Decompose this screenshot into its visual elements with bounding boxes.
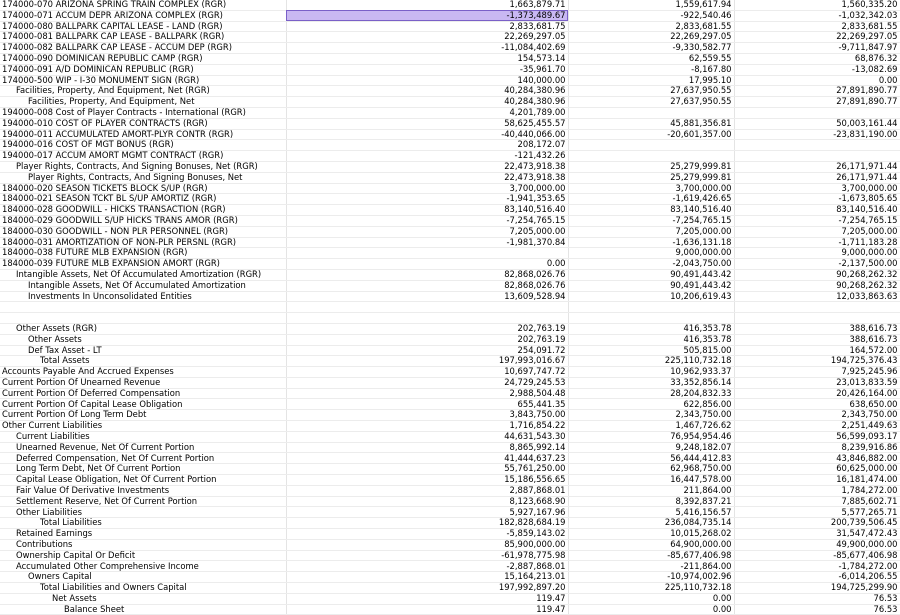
value-cell-col2[interactable]: 236,084,735.14 [568,518,734,529]
value-cell-col2[interactable] [568,151,734,162]
table-row [0,183,900,194]
row-label-cell[interactable]: 194000-008 Cost of Player Contracts - International (RGR) [0,107,286,118]
value-cell-col2[interactable]: 25,279,999.81 [568,161,734,172]
value-cell-col2[interactable]: 225,110,732.18 [568,356,734,367]
value-cell-col2[interactable]: 45,881,356.81 [568,118,734,129]
value-cell-col2[interactable]: -8,167.80 [568,64,734,75]
row-label-cell[interactable]: Player Rights, Contracts, And Signing Bonuses, Net (RGR) [0,161,286,172]
table-row [0,259,900,270]
table-row [0,593,900,604]
value-cell-col2[interactable]: 17,995.10 [568,75,734,86]
table-row [0,205,900,216]
value-cell-col1[interactable]: 182,828,684.19 [286,518,568,529]
row-label-cell[interactable]: Other Assets (RGR) [0,323,286,334]
value-cell-col1[interactable]: 1,716,854.22 [286,421,568,432]
value-cell-col1[interactable]: 197,993,016.67 [286,356,568,367]
value-cell-col3[interactable]: 388,616.73 [734,334,900,345]
value-cell-col3[interactable]: -13,082.69 [734,64,900,75]
value-cell-col2[interactable]: 7,205,000.00 [568,226,734,237]
row-label-cell[interactable]: Net Assets [0,593,286,604]
value-cell-col1[interactable]: 83,140,516.40 [286,205,568,216]
value-cell-col2[interactable]: 56,444,412.83 [568,453,734,464]
value-cell-col1[interactable]: 154,573.14 [286,53,568,64]
row-label-cell[interactable]: Def Tax Asset - LT [0,345,286,356]
value-cell-col2[interactable]: 83,140,516.40 [568,205,734,216]
value-cell-col3[interactable]: 27,891,890.77 [734,86,900,97]
value-cell-col3[interactable]: 20,426,164.00 [734,388,900,399]
value-cell-col3[interactable]: 27,891,890.77 [734,97,900,108]
value-cell-col2[interactable] [568,107,734,118]
row-label-cell[interactable]: 174000-070 ARIZONA SPRING TRAIN COMPLEX (RGR) [0,0,286,10]
table-row [0,161,900,172]
table-row [0,518,900,529]
value-cell-col3[interactable]: 90,268,262.32 [734,280,900,291]
value-cell-col1[interactable]: 140,000.00 [286,75,568,86]
value-cell-col3[interactable]: 7,925,245.96 [734,367,900,378]
table-row [0,475,900,486]
value-cell-col1[interactable]: 41,444,637.23 [286,453,568,464]
value-cell-col3[interactable]: -1,711,183.28 [734,237,900,248]
value-cell-col2[interactable]: -10,974,002.96 [568,572,734,583]
value-cell-col1[interactable]: 22,473,918.38 [286,172,568,183]
table-row [0,583,900,594]
table-row [0,32,900,43]
value-cell-col2[interactable]: 622,856.00 [568,399,734,410]
value-cell-col2[interactable]: -211,864.00 [568,561,734,572]
value-cell-col2[interactable]: 505,815.00 [568,345,734,356]
value-cell-col1[interactable]: 202,763.19 [286,323,568,334]
table-row [0,464,900,475]
value-cell-col1[interactable]: -121,432.26 [286,151,568,162]
value-cell-col3[interactable]: 23,013,833.59 [734,377,900,388]
value-cell-col3[interactable]: 12,033,863.63 [734,291,900,302]
value-cell-col3[interactable]: 49,900,000.00 [734,539,900,550]
row-label-cell[interactable]: Retained Earnings [0,529,286,540]
value-cell-col3[interactable]: 50,003,161.44 [734,118,900,129]
value-cell-col2[interactable]: 2,833,681.55 [568,21,734,32]
row-label-cell[interactable]: 174000-090 DOMINICAN REPUBLIC CAMP (RGR) [0,53,286,64]
value-cell-col1[interactable]: 8,123,668.90 [286,496,568,507]
row-label-cell[interactable]: Investments In Unconsolidated Entities [0,291,286,302]
row-label-cell[interactable]: Player Rights, Contracts, And Signing Bonuses, Net [0,172,286,183]
value-cell-col3[interactable]: 76.53 [734,593,900,604]
value-cell-col3[interactable]: -85,677,406.98 [734,550,900,561]
value-cell-col3[interactable]: 7,885,602.71 [734,496,900,507]
row-label-cell[interactable] [0,302,286,313]
row-label-cell[interactable]: 194000-011 ACCUMULATED AMORT-PLYR CONTR (RGR) [0,129,286,140]
value-cell-col2[interactable]: 10,015,268.02 [568,529,734,540]
value-cell-col3[interactable]: 2,833,681.55 [734,21,900,32]
value-cell-col1[interactable]: -35,961.70 [286,64,568,75]
value-cell-col2[interactable]: 90,491,443.42 [568,280,734,291]
table-row [0,269,900,280]
value-cell-col3[interactable]: 90,268,262.32 [734,269,900,280]
value-cell-col3[interactable] [734,302,900,313]
table-row [0,0,900,10]
row-label-cell[interactable]: Facilities, Property, And Equipment, Net (RGR) [0,86,286,97]
value-cell-col2[interactable]: 9,248,182.07 [568,442,734,453]
value-cell-col1[interactable]: 7,205,000.00 [286,226,568,237]
value-cell-col1[interactable]: 1,663,879.71 [286,0,568,10]
row-label-cell[interactable]: Owners Capital [0,572,286,583]
row-label-cell[interactable]: Other Liabilities [0,507,286,518]
row-label-cell[interactable]: 184000-029 GOODWILL S/UP HICKS TRANS AMOR (RGR) [0,215,286,226]
value-cell-col1[interactable]: 208,172.07 [286,140,568,151]
table-row [0,129,900,140]
value-cell-col1[interactable]: 2,833,681.75 [286,21,568,32]
row-label-cell[interactable]: Other Current Liabilities [0,421,286,432]
value-cell-col2[interactable]: 211,864.00 [568,485,734,496]
table-row [0,97,900,108]
row-label-cell[interactable]: Long Term Debt, Net Of Current Portion [0,464,286,475]
row-label-cell[interactable]: Settlement Reserve, Net Of Current Portion [0,496,286,507]
row-label-cell[interactable]: Deferred Compensation, Net Of Current Portion [0,453,286,464]
row-label-cell[interactable]: Intangible Assets, Net Of Accumulated Amortization (RGR) [0,269,286,280]
row-label-cell[interactable]: Current Portion Of Deferred Compensation [0,388,286,399]
row-label-cell[interactable]: 174000-500 WIP - I-30 MONUMENT SIGN (RGR) [0,75,286,86]
table-row [0,291,900,302]
value-cell-col3[interactable]: 194,725,299.90 [734,583,900,594]
value-cell-col2[interactable]: 25,279,999.81 [568,172,734,183]
table-row [0,53,900,64]
value-cell-col2[interactable]: -85,677,406.98 [568,550,734,561]
value-cell-col2[interactable]: 27,637,950.55 [568,97,734,108]
value-cell-col3[interactable]: -1,784,272.00 [734,561,900,572]
value-cell-col1[interactable]: 10,697,747.72 [286,367,568,378]
value-cell-col3[interactable]: -2,137,500.00 [734,259,900,270]
value-cell-col3[interactable] [734,151,900,162]
value-cell-col3[interactable]: 8,239,916.86 [734,442,900,453]
row-label-cell[interactable]: 184000-039 FUTURE MLB EXPANSION AMORT (RGR) [0,259,286,270]
value-cell-col1[interactable]: 8,865,992.14 [286,442,568,453]
row-label-cell[interactable]: Other Assets [0,334,286,345]
value-cell-col2[interactable]: 76,954,954.46 [568,431,734,442]
table-row [0,421,900,432]
value-cell-col3[interactable]: 76.53 [734,604,900,615]
row-label-cell[interactable]: Ownership Capital Or Deficit [0,550,286,561]
row-label-cell[interactable]: Accumulated Other Comprehensive Income [0,561,286,572]
table-row [0,356,900,367]
value-cell-col1[interactable]: 202,763.19 [286,334,568,345]
row-label-cell[interactable]: 174000-081 BALLPARK CAP LEASE - BALLPARK (RGR) [0,32,286,43]
row-label-cell[interactable]: 174000-082 BALLPARK CAP LEASE - ACCUM DEP (RGR) [0,43,286,54]
value-cell-col1[interactable]: 119.47 [286,593,568,604]
value-cell-col2[interactable]: 8,392,837.21 [568,496,734,507]
value-cell-col3[interactable]: 0.00 [734,75,900,86]
value-cell-col3[interactable]: 9,000,000.00 [734,248,900,259]
table-row [0,107,900,118]
table-row [0,550,900,561]
value-cell-col2[interactable]: 3,700,000.00 [568,183,734,194]
value-cell-col3[interactable]: -6,014,206.55 [734,572,900,583]
value-cell-col3[interactable]: 1,784,272.00 [734,485,900,496]
table-row [0,399,900,410]
value-cell-col1[interactable]: -11,084,402.69 [286,43,568,54]
value-cell-col3[interactable] [734,140,900,151]
value-cell-col3[interactable] [734,313,900,324]
value-cell-col1[interactable]: -5,859,143.02 [286,529,568,540]
table-row [0,215,900,226]
row-label-cell[interactable]: 174000-091 A/D DOMINICAN REPUBLIC (RGR) [0,64,286,75]
value-cell-col1[interactable]: 197,992,897.20 [286,583,568,594]
value-cell-col3[interactable]: 1,560,335.20 [734,0,900,10]
value-cell-col1[interactable]: -61,978,775.98 [286,550,568,561]
row-label-cell[interactable]: 194000-017 ACCUM AMORT MGMT CONTRACT (RGR) [0,151,286,162]
table-row [0,334,900,345]
value-cell-col2[interactable]: 62,968,750.00 [568,464,734,475]
row-label-cell[interactable]: 184000-028 GOODWILL - HICKS TRANSACTION (RGR) [0,205,286,216]
value-cell-col3[interactable]: 200,739,506.45 [734,518,900,529]
value-cell-col2[interactable]: 9,000,000.00 [568,248,734,259]
row-label-cell[interactable]: Unearned Revenue, Net Of Current Portion [0,442,286,453]
table-row [0,43,900,54]
row-label-cell[interactable]: 184000-038 FUTURE MLB EXPANSION (RGR) [0,248,286,259]
value-cell-col3[interactable]: 16,181,474.00 [734,475,900,486]
row-label-cell[interactable]: Capital Lease Obligation, Net Of Current Portion [0,475,286,486]
value-cell-col1[interactable]: 13,609,528.94 [286,291,568,302]
value-cell-col3[interactable]: 43,846,882.00 [734,453,900,464]
table-row [0,118,900,129]
value-cell-col2[interactable]: 5,416,156.57 [568,507,734,518]
value-cell-col2[interactable]: 1,559,617.94 [568,0,734,10]
row-label-cell[interactable]: Contributions [0,539,286,550]
value-cell-col2[interactable]: 28,204,832.33 [568,388,734,399]
value-cell-col1[interactable]: -40,440,066.00 [286,129,568,140]
value-cell-col2[interactable]: 225,110,732.18 [568,583,734,594]
table-row [0,561,900,572]
table-row [0,572,900,583]
value-cell-col3[interactable]: 388,616.73 [734,323,900,334]
value-cell-col1[interactable]: 4,201,789.00 [286,107,568,118]
value-cell-col2[interactable]: 0.00 [568,604,734,615]
value-cell-col1[interactable]: 2,988,504.48 [286,388,568,399]
value-cell-col1[interactable]: 55,761,250.00 [286,464,568,475]
row-label-cell[interactable]: Facilities, Property, And Equipment, Net [0,97,286,108]
value-cell-col3[interactable]: 83,140,516.40 [734,205,900,216]
value-cell-col1[interactable]: 82,868,026.76 [286,280,568,291]
value-cell-col2[interactable]: 2,343,750.00 [568,410,734,421]
value-cell-col3[interactable]: 31,547,472.43 [734,529,900,540]
value-cell-col2[interactable]: 16,447,578.00 [568,475,734,486]
table-row [0,539,900,550]
value-cell-col2[interactable]: 90,491,443.42 [568,269,734,280]
row-label-cell[interactable]: 184000-020 SEASON TICKETS BLOCK S/UP (RGR) [0,183,286,194]
value-cell-col2[interactable]: -20,601,357.00 [568,129,734,140]
value-cell-col1[interactable]: 5,927,167.96 [286,507,568,518]
value-cell-col1[interactable]: 58,625,455.57 [286,118,568,129]
value-cell-col1[interactable]: 85,900,000.00 [286,539,568,550]
value-cell-col3[interactable]: -7,254,765.15 [734,215,900,226]
table-row [0,604,900,615]
value-cell-col2[interactable]: 10,206,619.43 [568,291,734,302]
value-cell-col1[interactable]: 0.00 [286,259,568,270]
row-label-cell[interactable] [0,313,286,324]
table-row [0,377,900,388]
value-cell-col2[interactable] [568,313,734,324]
value-cell-col2[interactable]: 22,269,297.05 [568,32,734,43]
row-label-cell[interactable]: Current Portion Of Unearned Revenue [0,377,286,388]
row-label-cell[interactable]: Current Portion Of Long Term Debt [0,410,286,421]
value-cell-col2[interactable]: 0.00 [568,593,734,604]
table-row [0,194,900,205]
table-row [0,151,900,162]
table-row [0,226,900,237]
value-cell-col1[interactable]: 24,729,245.53 [286,377,568,388]
value-cell-col3[interactable]: -9,711,847.97 [734,43,900,54]
value-cell-col1[interactable]: 3,700,000.00 [286,183,568,194]
value-cell-col3[interactable]: 7,205,000.00 [734,226,900,237]
value-cell-col1[interactable]: -1,981,370.84 [286,237,568,248]
value-cell-col1[interactable]: 22,269,297.05 [286,32,568,43]
table-row [0,485,900,496]
value-cell-col2[interactable]: 10,962,933.37 [568,367,734,378]
value-cell-col1[interactable] [286,313,568,324]
value-cell-col1[interactable]: 82,868,026.76 [286,269,568,280]
row-label-cell[interactable]: Balance Sheet [0,604,286,615]
row-label-cell[interactable]: Total Liabilities [0,518,286,529]
value-cell-col2[interactable]: 416,353.78 [568,323,734,334]
table-row [0,345,900,356]
value-cell-col3[interactable] [734,107,900,118]
value-cell-col3[interactable]: 56,599,093.17 [734,431,900,442]
value-cell-col3[interactable]: 3,700,000.00 [734,183,900,194]
value-cell-col3[interactable]: 2,251,449.63 [734,421,900,432]
value-cell-col2[interactable]: -2,043,750.00 [568,259,734,270]
table-row [0,442,900,453]
table-row [0,431,900,442]
value-cell-col1[interactable]: 3,843,750.00 [286,410,568,421]
value-cell-col3[interactable]: 638,650.00 [734,399,900,410]
table-row [0,388,900,399]
table-row [0,302,900,313]
value-cell-col2[interactable]: 416,353.78 [568,334,734,345]
table-row [0,172,900,183]
value-cell-col3[interactable]: 68,876.32 [734,53,900,64]
table-row [0,280,900,291]
table-row [0,237,900,248]
value-cell-col3[interactable]: 26,171,971.44 [734,172,900,183]
row-label-cell[interactable]: Intangible Assets, Net Of Accumulated Amortization [0,280,286,291]
value-cell-col1[interactable]: 254,091.72 [286,345,568,356]
value-cell-col1[interactable]: 22,473,918.38 [286,161,568,172]
value-cell-col2[interactable]: -9,330,582.77 [568,43,734,54]
row-label-cell[interactable]: Fair Value Of Derivative Investments [0,485,286,496]
value-cell-col2[interactable]: -1,636,131.18 [568,237,734,248]
table-row [0,86,900,97]
row-label-cell[interactable]: Total Assets [0,356,286,367]
value-cell-col1[interactable]: 44,631,543.30 [286,431,568,442]
row-label-cell[interactable]: 184000-031 AMORTIZATION OF NON-PLR PERSNL (RGR) [0,237,286,248]
value-cell-col1[interactable]: 40,284,380.96 [286,86,568,97]
value-cell-col3[interactable]: 164,572.00 [734,345,900,356]
value-cell-col2[interactable]: 1,467,726.62 [568,421,734,432]
value-cell-col1[interactable]: -7,254,765.15 [286,215,568,226]
value-cell-col1[interactable] [286,248,568,259]
table-row [0,21,900,32]
row-label-cell[interactable]: 194000-010 COST OF PLAYER CONTRACTS (RGR) [0,118,286,129]
value-cell-col2[interactable]: -7,254,765.15 [568,215,734,226]
table-row [0,140,900,151]
table-row [0,313,900,324]
value-cell-col3[interactable]: 60,625,000.00 [734,464,900,475]
value-cell-col3[interactable]: -1,673,805.65 [734,194,900,205]
value-cell-col1[interactable] [286,302,568,313]
value-cell-col2[interactable] [568,302,734,313]
table-row [0,507,900,518]
row-label-cell[interactable]: Total Liabilities and Owners Capital [0,583,286,594]
row-label-cell[interactable]: Current Portion Of Capital Lease Obligation [0,399,286,410]
value-cell-col2[interactable]: 27,637,950.55 [568,86,734,97]
row-label-cell[interactable]: 184000-021 SEASON TCKT BL S/UP AMORTIZ (RGR) [0,194,286,205]
value-cell-col1[interactable]: 40,284,380.96 [286,97,568,108]
value-cell-col1[interactable]: -2,887,868.01 [286,561,568,572]
table-row [0,248,900,259]
table-row [0,10,900,21]
selected-cell[interactable]: -1,373,489.67 [286,10,568,21]
value-cell-col1[interactable]: 2,887,868.01 [286,485,568,496]
table-row [0,453,900,464]
table-row [0,75,900,86]
row-label-cell[interactable]: 184000-030 GOODWILL - NON PLR PERSONNEL (RGR) [0,226,286,237]
table-row [0,323,900,334]
value-cell-col3[interactable]: 2,343,750.00 [734,410,900,421]
value-cell-col1[interactable]: -1,941,353.65 [286,194,568,205]
row-label-cell[interactable]: Accounts Payable And Accrued Expenses [0,367,286,378]
table-row [0,529,900,540]
value-cell-col2[interactable]: 64,900,000.00 [568,539,734,550]
value-cell-col1[interactable]: 15,186,556.65 [286,475,568,486]
row-label-cell[interactable]: 194000-016 COST OF MGT BONUS (RGR) [0,140,286,151]
value-cell-col3[interactable]: -1,032,342.03 [734,10,900,21]
row-label-cell[interactable]: 174000-080 BALLPARK CAPITAL LEASE - LAND (RGR) [0,21,286,32]
table-row [0,496,900,507]
value-cell-col3[interactable]: 5,577,265.71 [734,507,900,518]
value-cell-col2[interactable]: 62,559.55 [568,53,734,64]
value-cell-col2[interactable]: -922,540.46 [568,10,734,21]
value-cell-col2[interactable] [568,140,734,151]
value-cell-col1[interactable]: 119.47 [286,604,568,615]
value-cell-col3[interactable]: -23,831,190.00 [734,129,900,140]
value-cell-col1[interactable]: 655,441.35 [286,399,568,410]
value-cell-col2[interactable]: 33,352,856.14 [568,377,734,388]
row-label-cell[interactable]: 174000-071 ACCUM DEPR ARIZONA COMPLEX (RGR) [0,10,286,21]
value-cell-col3[interactable]: 22,269,297.05 [734,32,900,43]
value-cell-col1[interactable]: 15,164,213.01 [286,572,568,583]
table-row [0,64,900,75]
value-cell-col2[interactable]: -1,619,426.65 [568,194,734,205]
value-cell-col3[interactable]: 26,171,971.44 [734,161,900,172]
table-row [0,410,900,421]
value-cell-col3[interactable]: 194,725,376.43 [734,356,900,367]
row-label-cell[interactable]: Current Liabilities [0,431,286,442]
table-row [0,367,900,378]
